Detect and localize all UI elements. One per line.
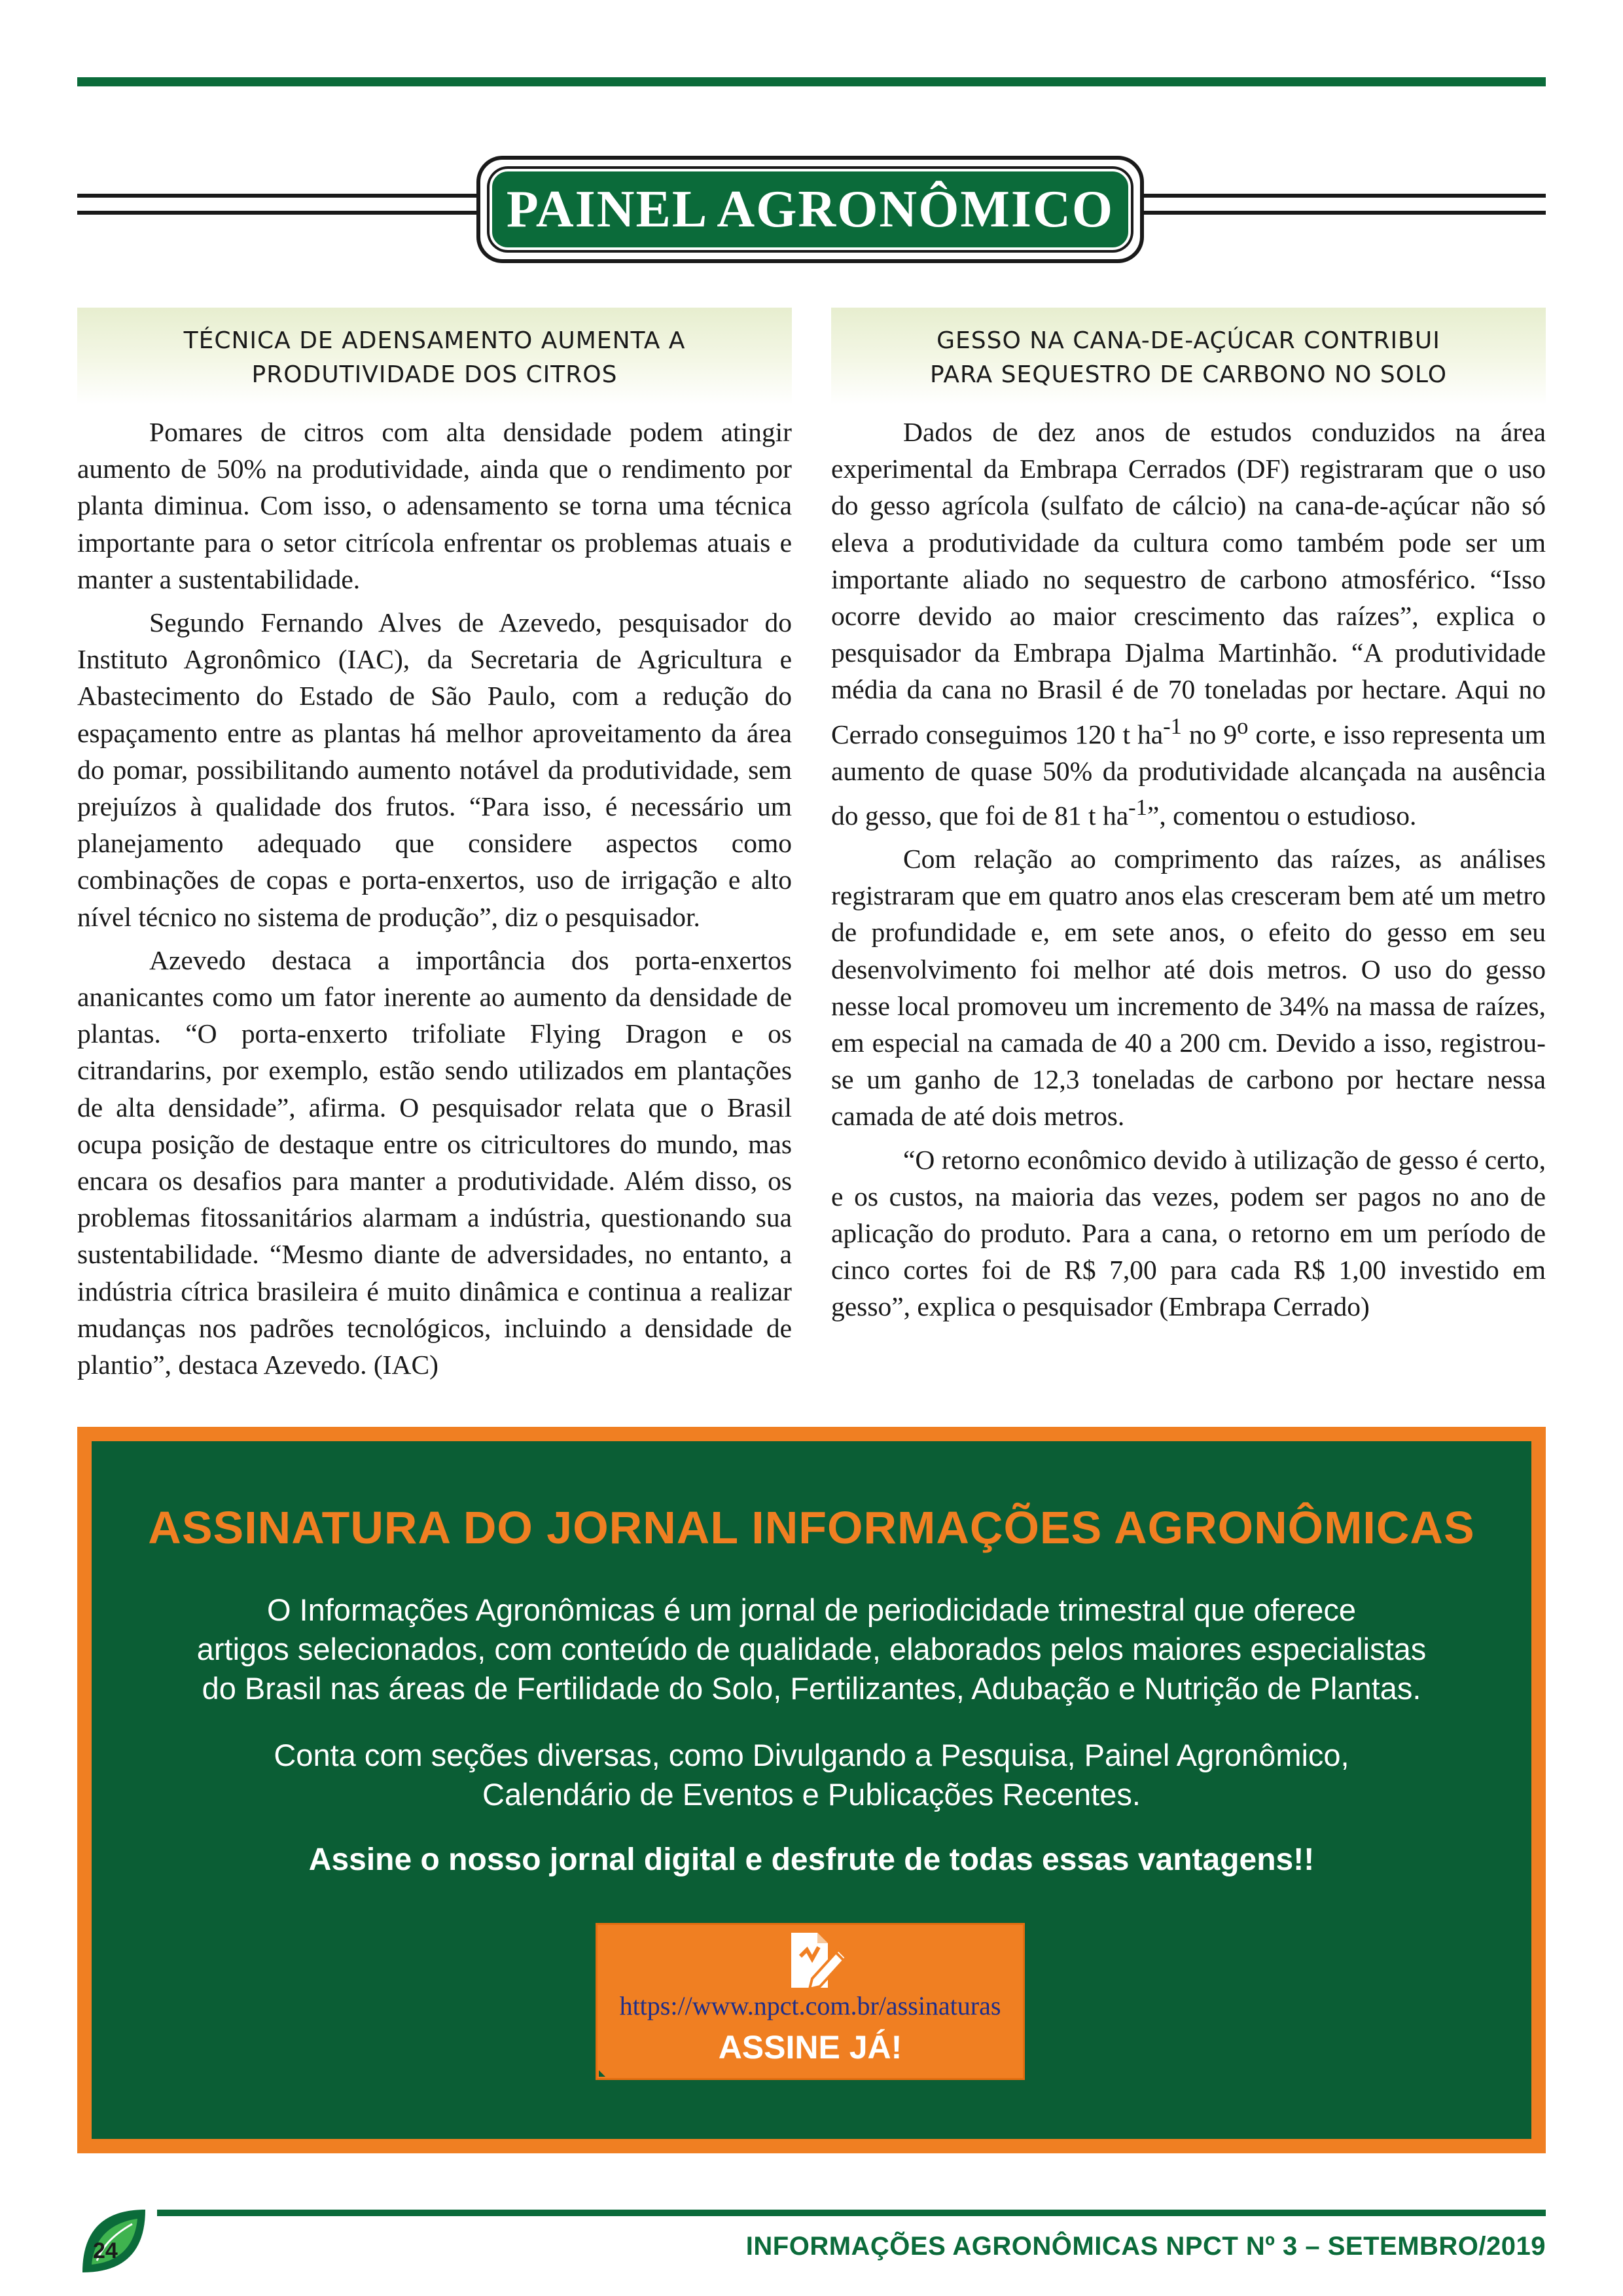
section-banner [476,156,1144,263]
pencil-document-icon [773,1930,851,1993]
text-run: ”, comentou o estudioso. [1147,800,1417,831]
subscribe-button-label: ASSINE JÁ! [718,2029,902,2066]
article-headline-line1: GESSO NA CANA-DE-AÇÚCAR CONTRIBUI [936,327,1440,354]
article-gypsum [831,308,1546,1332]
article-citrus [77,308,792,1390]
article-paragraph: Azevedo destaca a importância dos porta-enxertos ananicantes como um fator inerente ao aumento da densidade de plantas. “O porta-enxerto trifoliate Flying Dragon e os citrandarins, por exemplo, estão sendo utilizados em plantações de alta densidade”, afirma. O pesquisador relata que o Brasil ocupa posição de destaque entre os citricultores do mundo, mas encara os desafios para manter a produtividade. Além disso, os problemas fitossanitários alarmam a indústria, questionando sua sustentabilidade. “Mesmo diante de adversidades, no entanto, a indústria cítrica brasileira é muito dinâmica e continua a realizar mudanças nos padrões tecnológicos, incluindo a densidade de plantio”, destaca Azevedo. (IAC) [77,944,792,1380]
article-headline-line2: PRODUTIVIDADE DOS CITROS [251,361,618,388]
article-paragraph: Pomares de citros com alta densidade podem atingir aumento de 50% na produtividade, ainda que o rendimento por planta diminua. Com isso, o adensamento se torna uma técnica importante para o setor citrícola enfrentar os problemas atuais e manter a sustentabilidade. [77,417,792,594]
subscription-url[interactable]: https://www.npct.com.br/assinaturas [619,1991,1001,2020]
text-run: Dados de dez anos de estudos conduzidos na área experimental da Embrapa Cerrados (DF) registraram que o uso do gesso agrícola (sulfato de cálcio) na cana-de-açúcar não só eleva a produtividade da cultura como também pode ser um importante aliado no sequestro de carbono atmosférico. “Isso ocorre devido ao maior crescimento das raízes”, explica o pesquisador da Embrapa Djalma Martinhão. “A produtividade média da cana no Brasil é de 70 toneladas por hectare. Aqui no Cerrado conseguimos 120 t ha [831,417,1546,749]
text-run: no 9 [1181,719,1238,749]
article-paragraph: “O retorno econômico devido à utilização de gesso é certo, e os custos, na maioria das vezes, podem ser pagos no ano de aplicação do produto. Para a cana, o retorno em um período de cinco cortes foi de R$ 7,00 para cada R$ 1,00 investido em gesso”, explica o pesquisador (Embrapa Cerrado) [831,1144,1546,1322]
sections-line: Calendário de Eventos e Publicações Recentes. [482,1777,1141,1812]
article-headline-box [77,308,792,404]
article-paragraph: Com relação ao comprimento das raízes, as análises registraram que em quatro anos elas cresceram bem até um metro de profundidade e, em sete anos, o efeito do gesso em seu desenvolvimento foi melhor até dois metros. O uso do gesso nesse local promoveu um incremento de 34% na massa de raízes, em especial na camada de 40 a 200 cm. Devido a isso, registrou-se um ganho de 12,3 toneladas de carbono por hectare nessa camada de até dois metros. [831,843,1546,1132]
article-body [831,414,1546,1325]
subscription-cta-text: Assine o nosso jornal digital e desfrute de todas essas vantagens!! [308,1842,1315,1877]
article-body [77,414,792,1383]
subscribe-button[interactable] [596,1923,1025,2080]
subscription-panel [92,1441,1531,2139]
subscription-box [77,1427,1546,2153]
superscript: -1 [1128,795,1147,820]
corner-mark-icon [597,2069,607,2078]
superscript: -1 [1163,713,1182,739]
bottom-rule [157,2210,1546,2216]
subscription-title: ASSINATURA DO JORNAL INFORMAÇÕES AGRONÔMICAS [148,1502,1475,1553]
section-banner-plate [490,169,1131,250]
article-paragraph: Segundo Fernando Alves de Azevedo, pesquisador do Instituto Agronômico (IAC), da Secretaria de Agricultura e Abastecimento do Estado de São Paulo, com a redução do espaçamento entre as plantas há melhor aproveitamento da área do pomar, possibilitando aumento notável da produtividade, sem prejuízos à qualidade dos frutos. “Para isso, é necessário um planejamento adequado que considere aspectos como combinações de copas e porta-enxertos, uso de irrigação e alto nível técnico no sistema de produção”, diz o pesquisador. [77,607,792,932]
description-line: artigos selecionados, com conteúdo de qualidade, elaborados pelos maiores especialistas [196,1632,1427,1666]
article-headline-box [831,308,1546,404]
superscript: o [1237,713,1249,739]
article-headline-line2: PARA SEQUESTRO DE CARBONO NO SOLO [929,361,1448,388]
section-title: PAINEL AGRONÔMICO [506,180,1115,238]
sections-line: Conta com seções diversas, como Divulgando a Pesquisa, Painel Agronômico, [274,1738,1349,1772]
article-headline-line1: TÉCNICA DE ADENSAMENTO AUMENTA A [183,327,686,354]
top-rule [77,77,1546,86]
subscription-sections [170,1736,1453,1814]
page-number: 24 [93,2238,118,2263]
description-line: O Informações Agronômicas é um jornal de periodicidade trimestral que oferece [266,1592,1357,1627]
description-line: do Brasil nas áreas de Fertilidade do Solo, Fertilizantes, Adubação e Nutrição de Plantas. [202,1671,1421,1706]
subscription-description [170,1590,1453,1708]
publication-footer: INFORMAÇÕES AGRONÔMICAS NPCT Nº 3 – SETEMBRO/2019 [745,2232,1546,2261]
text-run: corte, e isso representa um aumento de quase 50% da produtividade alcançada na ausência do gesso, que foi de 81 t ha [831,719,1546,831]
article-paragraph [831,414,1546,834]
